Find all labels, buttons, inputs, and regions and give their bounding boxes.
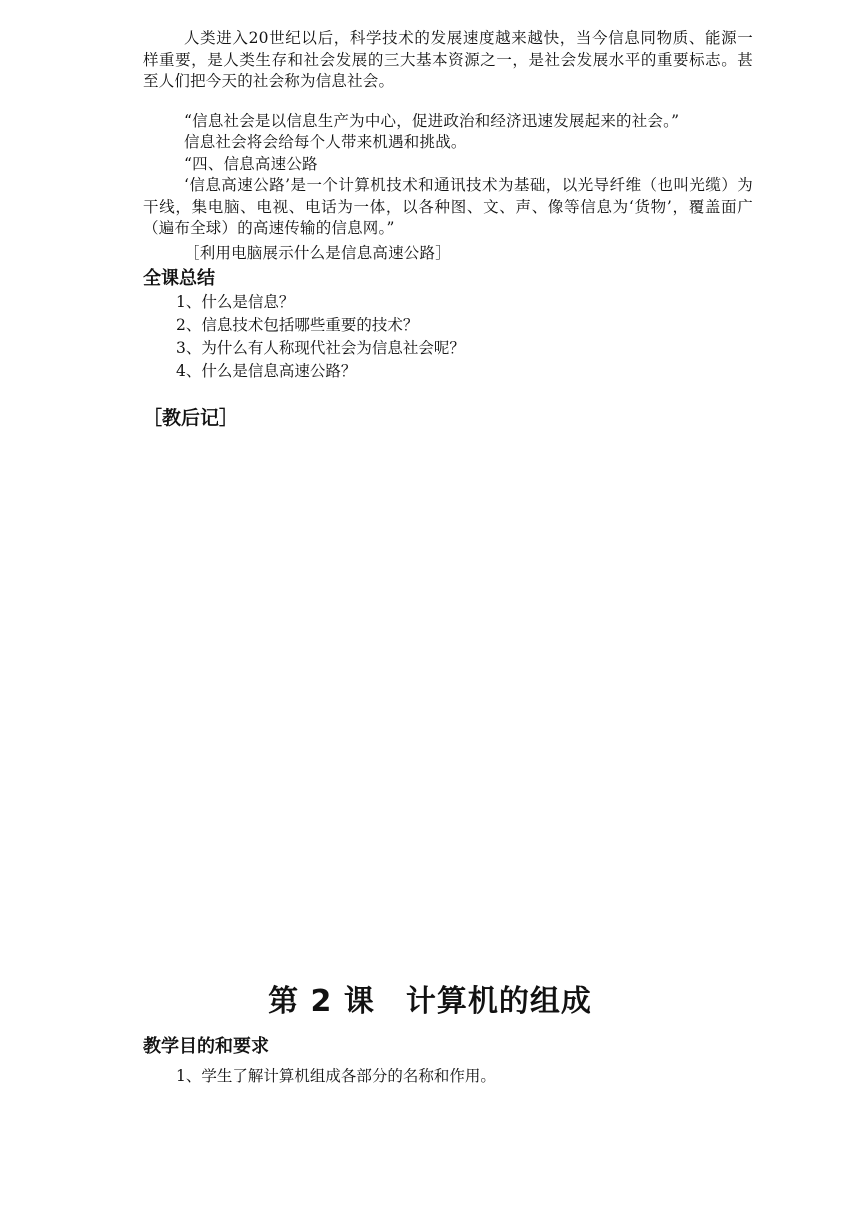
summary-item: 2、信息技术包括哪些重要的技术？ xyxy=(176,316,419,334)
objective-item: 1、学生了解计算机组成各部分的名称和作用。 xyxy=(176,1067,496,1085)
paragraph-demo-note: ［利用电脑展示什么是信息高速公路］ xyxy=(184,244,451,262)
paragraph-info-resources: 人类进入20世纪以后，科学技术的发展速度越来越快，当今信息同物质、能源一样重要，是人类生存和社会发展的三大基本资源之一，是社会发展水平的重要标志。甚至人们把今天的社会称为信息社会。 xyxy=(143,29,753,90)
paragraph-info-highway-definition: ‘信息高速公路’是一个计算机技术和通讯技术为基础，以光导纤维（也叫光缆）为干线，集电脑、电视、电话为一体，以各种图、文、声、像等信息为‘货物’，覆盖面广（遍布全球）的高速传输的信息网。” xyxy=(143,176,753,237)
summary-item: 4、什么是信息高速公路？ xyxy=(176,362,357,380)
subheading-info-highway: “四、信息高速公路 xyxy=(184,155,318,173)
objectives-heading: 教学目的和要求 xyxy=(143,1036,269,1057)
afterword-heading: ［教后记］ xyxy=(143,407,239,429)
summary-item: 3、为什么有人称现代社会为信息社会呢？ xyxy=(176,339,465,357)
summary-item: 1、什么是信息？ xyxy=(176,293,295,311)
paragraph-info-society-quote: “信息社会是以信息生产为中心，促进政治和经济迅速发展起来的社会。” xyxy=(184,112,680,130)
paragraph-opportunity: 信息社会将会给每个人带来机遇和挑战。 xyxy=(184,133,467,151)
summary-heading: 全课总结 xyxy=(143,268,215,289)
lesson-title: 第 2 课 计算机的组成 xyxy=(268,984,592,1019)
